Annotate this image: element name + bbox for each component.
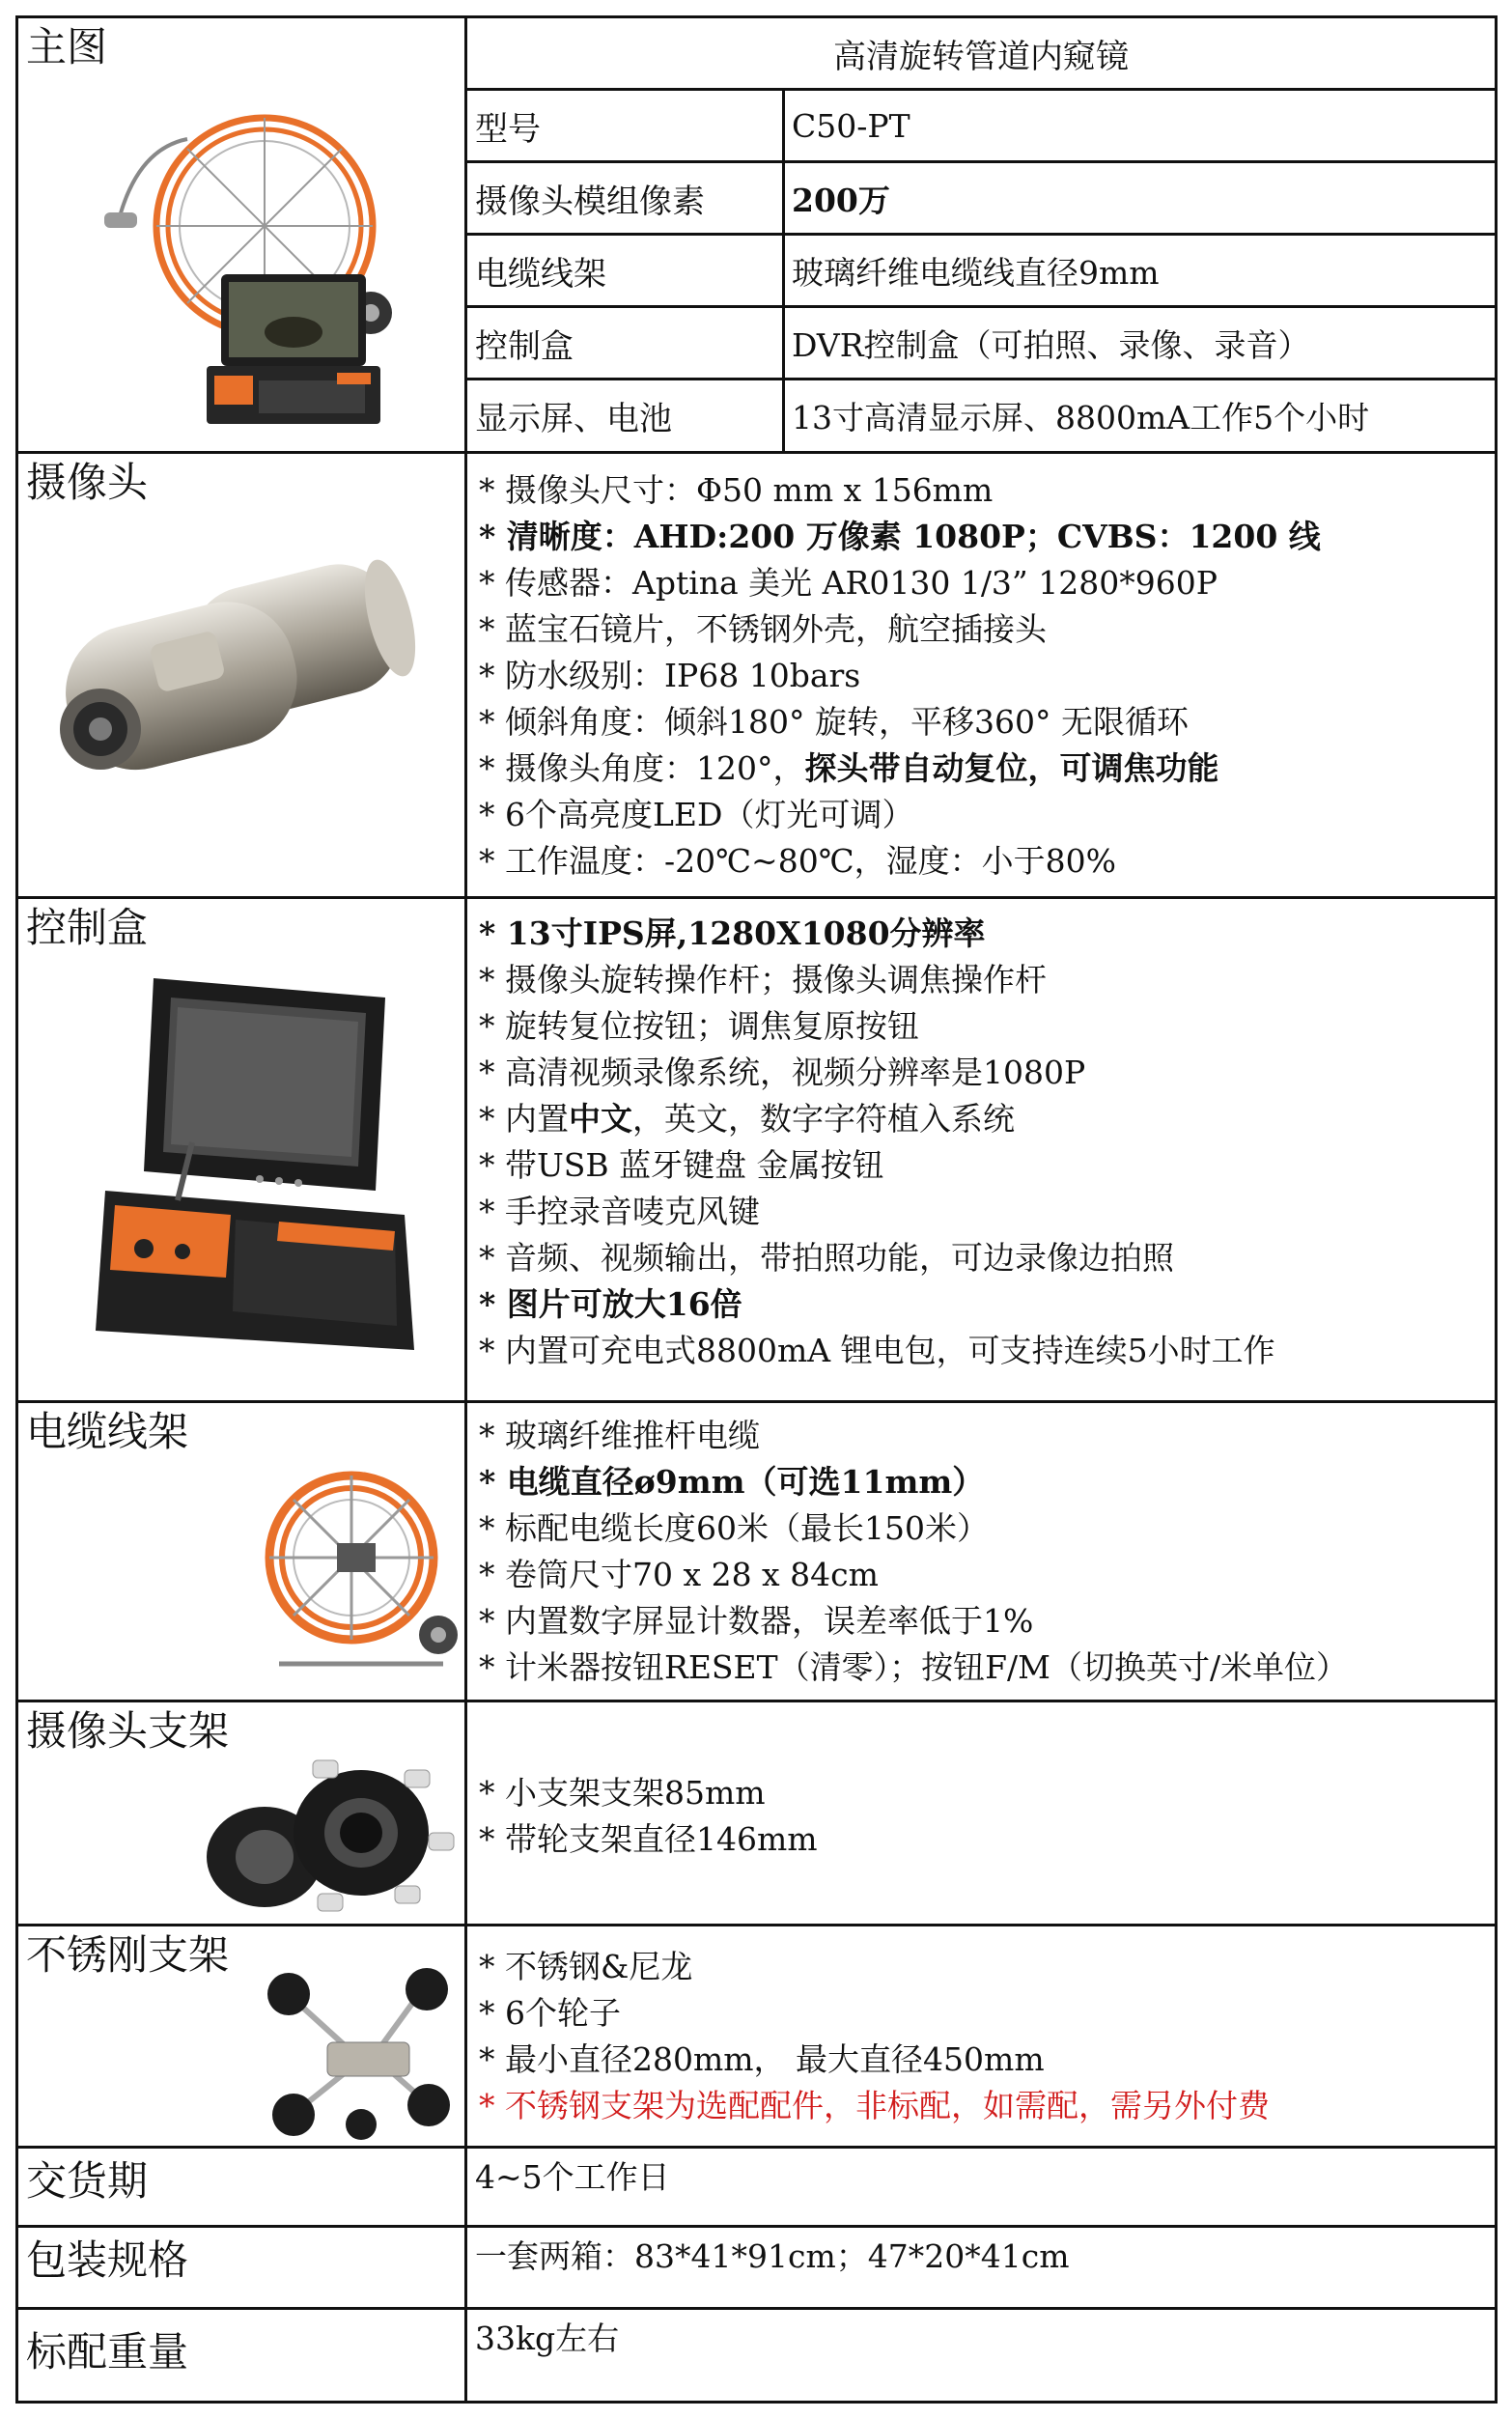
camera-bracket-spec-list — [479, 1770, 1485, 1863]
steel-bracket-section — [15, 1924, 1498, 2149]
packaging-section — [15, 2225, 1498, 2310]
cable-reel-section — [15, 1400, 1498, 1702]
spec-text-bold: 中文 — [569, 1100, 632, 1138]
camera-head-image — [47, 546, 443, 797]
control-box-spec-list — [479, 911, 1485, 1374]
cable-reel-label-cell — [18, 1403, 467, 1700]
main-spec-table — [467, 18, 1495, 451]
spec-line: * 摄像头旋转操作杆；摄像头调焦操作杆 — [479, 961, 1047, 998]
spec-key: 显示屏、电池 — [475, 380, 785, 451]
delivery-label: 交货期 — [26, 2157, 149, 2205]
delivery-value: 4~5个工作日 — [475, 2158, 670, 2196]
spec-text: ，英文，数字字符植入系统 — [632, 1100, 1015, 1138]
camera-label: 摄像头 — [26, 459, 149, 506]
spec-line: * 13寸IPS屏,1280X1080分辨率 — [479, 914, 986, 952]
delivery-value-cell — [467, 2149, 1495, 2225]
delivery-label-cell — [18, 2149, 467, 2225]
spec-key: 型号 — [475, 91, 785, 160]
control-box-section — [15, 896, 1498, 1403]
spec-sheet — [15, 15, 1498, 2405]
control-box-label: 控制盒 — [26, 904, 149, 951]
camera-bracket-specs — [467, 1702, 1495, 1924]
optional-note: * 不锈钢支架为选配配件，非标配，如需配，需另外付费 — [479, 2087, 1270, 2124]
camera-section — [15, 451, 1498, 899]
main-label-cell — [18, 18, 467, 451]
weight-label: 标配重量 — [26, 2328, 189, 2376]
spec-line: * 高清视频录像系统，视频分辨率是1080P — [479, 1054, 1086, 1091]
steel-bracket-spec-list — [479, 1944, 1485, 2129]
spec-line: * 电缆直径ø9mm（可选11mm） — [479, 1463, 985, 1501]
weight-value: 33kg左右 — [475, 2320, 620, 2357]
spec-line: * 小支架支架85mm — [479, 1774, 766, 1812]
main-label: 主图 — [26, 23, 108, 70]
control-box-image — [86, 969, 434, 1384]
spec-value: DVR控制盒（可拍照、录像、录音） — [792, 325, 1310, 364]
spec-text: * 摄像头角度：120°， — [479, 749, 805, 787]
spec-line: * 防水级别：IP68 10bars — [479, 657, 861, 694]
spec-row-model — [467, 91, 1495, 163]
spec-row-reel — [467, 236, 1495, 308]
weight-label-cell — [18, 2310, 467, 2401]
spec-line: * 计米器按钮RESET（清零）；按钮F/M（切换英寸/米单位） — [479, 1648, 1349, 1686]
spec-line: * 工作温度：-20℃~80℃，湿度：小于80% — [479, 842, 1116, 880]
spec-line: * 卷筒尺寸70 x 28 x 84cm — [479, 1556, 879, 1593]
packaging-value: 一套两箱：83*41*91cm；47*20*41cm — [475, 2237, 1070, 2275]
spec-value: 13寸高清显示屏、8800mA工作5个小时 — [792, 399, 1370, 436]
camera-bracket-section — [15, 1700, 1498, 1926]
steel-bracket-label-cell — [18, 1926, 467, 2146]
packaging-label-cell — [18, 2228, 467, 2307]
spec-text: * 内置 — [479, 1100, 569, 1138]
spec-line: * 内置数字屏显计数器，误差率低于1% — [479, 1602, 1034, 1640]
spec-value: 200万 — [792, 181, 890, 219]
spec-key: 电缆线架 — [475, 236, 785, 305]
spec-line — [479, 745, 1485, 792]
spec-line: * 带USB 蓝牙键盘 金属按钮 — [479, 1146, 884, 1184]
spec-line: * 玻璃纤维推杆电缆 — [479, 1417, 760, 1454]
delivery-section — [15, 2146, 1498, 2228]
camera-specs — [467, 454, 1495, 896]
spec-key: 控制盒 — [475, 308, 785, 378]
spec-line: * 倾斜角度：倾斜180° 旋转，平移360° 无限循环 — [479, 703, 1189, 741]
cable-reel-specs — [467, 1403, 1495, 1700]
steel-bracket-image — [255, 1965, 462, 2144]
spec-line: * 标配电缆长度60米（最长150米） — [479, 1509, 989, 1547]
steel-bracket-label: 不锈刚支架 — [26, 1931, 230, 1979]
spec-line: * 内置可充电式8800mA 锂电包，可支持连续5小时工作 — [479, 1332, 1275, 1369]
spec-text-bold: 探头带自动复位，可调焦功能 — [804, 749, 1219, 787]
camera-spec-list — [479, 467, 1485, 885]
spec-row-display — [467, 380, 1495, 451]
control-box-label-cell — [18, 899, 467, 1400]
camera-label-cell — [18, 454, 467, 896]
spec-line: * 不锈钢&尼龙 — [479, 1948, 693, 1985]
main-section — [15, 15, 1498, 454]
control-box-specs — [467, 899, 1495, 1400]
spec-key: 摄像头模组像素 — [475, 163, 785, 233]
spec-line: * 旋转复位按钮；调焦复原按钮 — [479, 1007, 919, 1045]
packaging-value-cell — [467, 2228, 1495, 2307]
spec-line: * 图片可放大16倍 — [479, 1285, 742, 1323]
endoscope-system-image — [100, 110, 409, 438]
spec-line: * 6个高亮度LED（灯光可调） — [479, 796, 914, 833]
camera-bracket-label-cell — [18, 1702, 467, 1924]
spec-line: * 最小直径280mm， 最大直径450mm — [479, 2040, 1045, 2078]
weight-value-cell — [467, 2310, 1495, 2401]
cable-reel-image — [260, 1432, 462, 1693]
spec-line: * 带轮支架直径146mm — [479, 1820, 818, 1858]
spec-line: * 蓝宝石镜片，不锈钢外壳，航空插接头 — [479, 610, 1047, 648]
spec-line: * 6个轮子 — [479, 1994, 621, 2032]
spec-line: * 音频、视频输出，带拍照功能，可边录像边拍照 — [479, 1239, 1174, 1277]
cable-reel-label: 电缆线架 — [26, 1408, 189, 1455]
cable-reel-spec-list — [479, 1413, 1485, 1691]
spec-line: * 摄像头尺寸：Φ50 mm x 156mm — [479, 471, 994, 509]
spec-line: * 传感器：Aptina 美光 AR0130 1/3” 1280*960P — [479, 564, 1218, 602]
spec-row-control-box — [467, 308, 1495, 380]
packaging-label: 包装规格 — [26, 2236, 189, 2284]
product-title: 高清旋转管道内窥镜 — [467, 18, 1495, 91]
spec-line: * 手控录音唛克风键 — [479, 1193, 760, 1230]
camera-bracket-image — [197, 1751, 467, 1925]
spec-line: * 清晰度：AHD:200 万像素 1080P；CVBS：1200 线 — [479, 518, 1321, 555]
weight-section — [15, 2307, 1498, 2404]
steel-bracket-specs — [467, 1926, 1495, 2146]
spec-value: C50-PT — [792, 106, 910, 145]
spec-value: 玻璃纤维电缆线直径9mm — [792, 253, 1160, 292]
camera-bracket-label: 摄像头支架 — [26, 1707, 230, 1755]
spec-line — [479, 1096, 1485, 1142]
spec-row-pixels — [467, 163, 1495, 236]
